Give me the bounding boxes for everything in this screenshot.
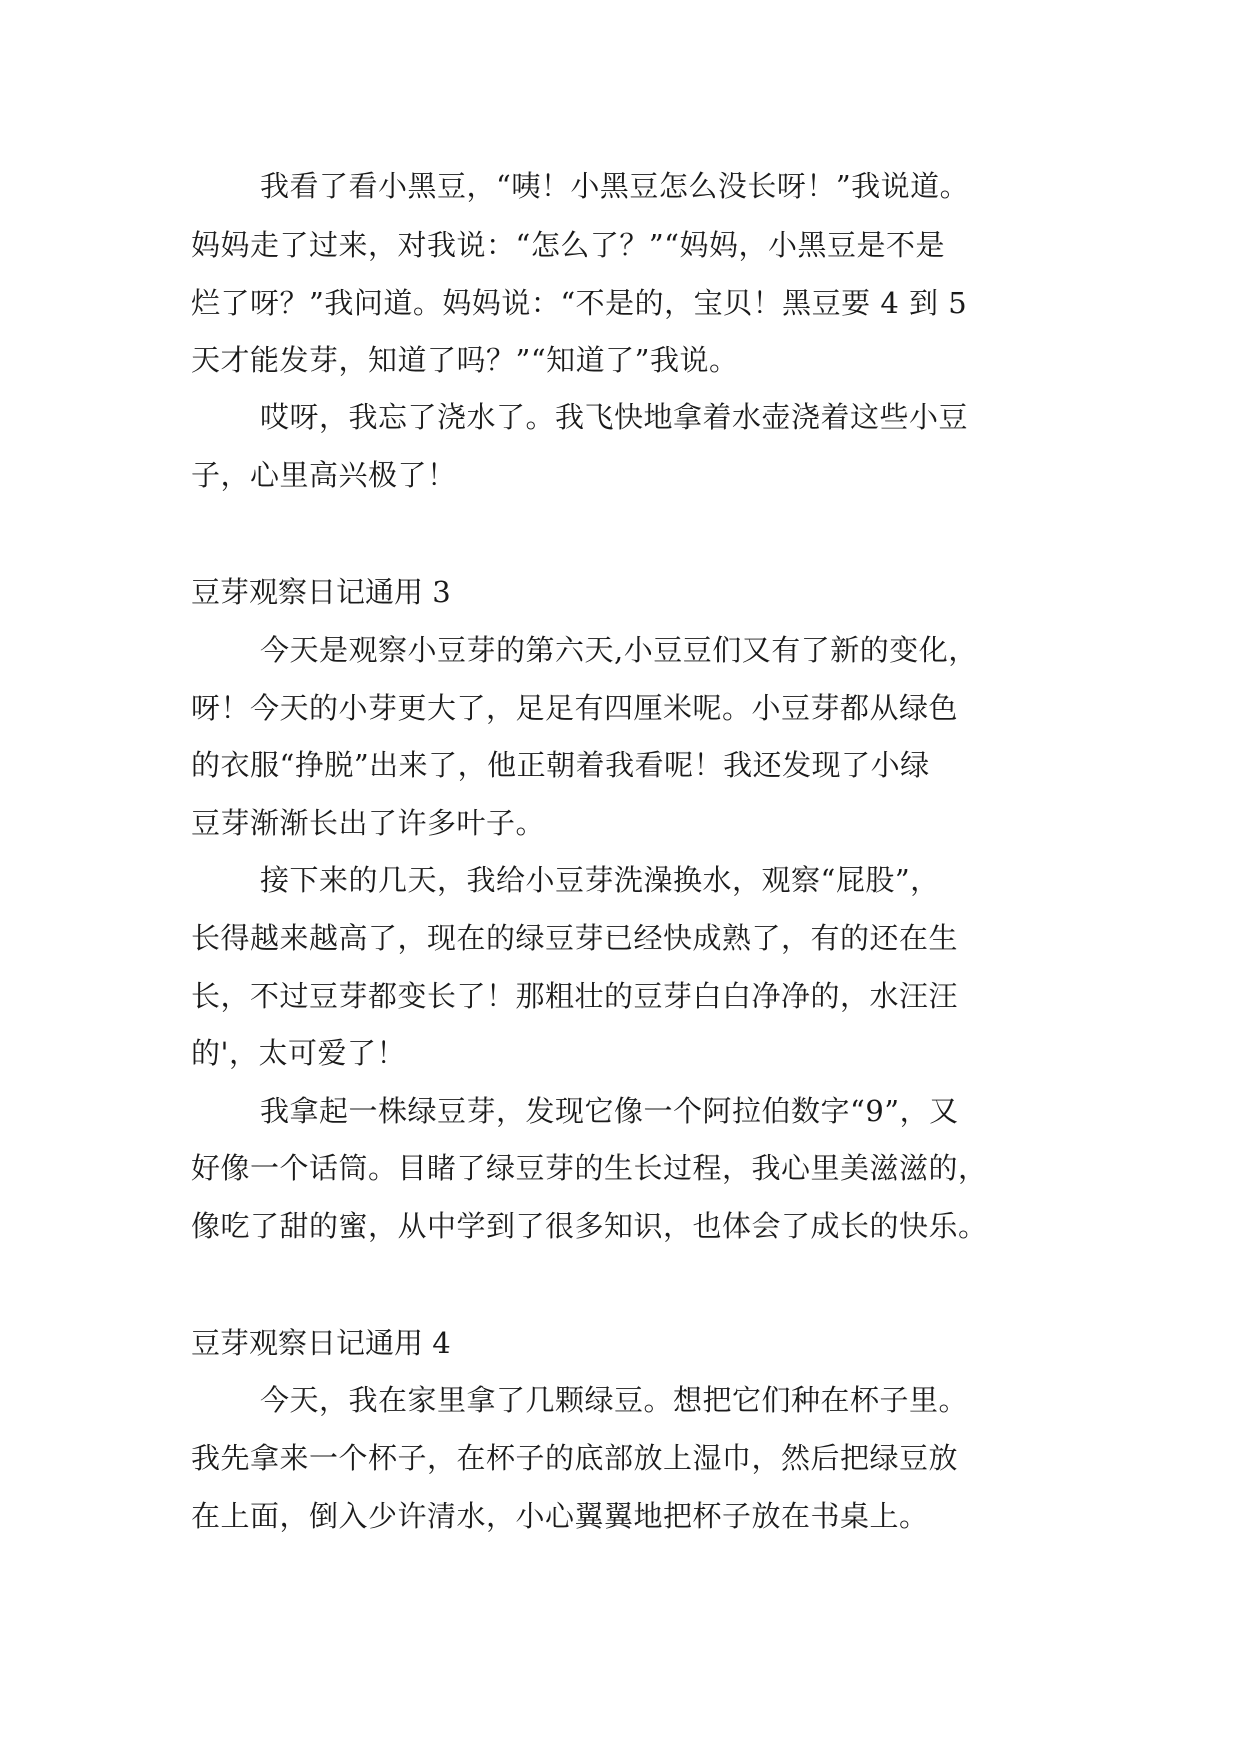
paragraph-line: 妈妈走了过来，对我说：“怎么了？”“妈妈，小黑豆是不是 [191, 228, 945, 262]
paragraph-line: 长得越来越高了，现在的绿豆芽已经快成熟了，有的还在生 [191, 921, 959, 955]
section-heading: 豆芽观察日记通用 4 [191, 1326, 451, 1360]
paragraph-line: 像吃了甜的蜜，从中学到了很多知识，也体会了成长的快乐。 [191, 1209, 988, 1243]
paragraph-line: 我看了看小黑豆，“咦！小黑豆怎么没长呀！”我说道。 [260, 169, 970, 203]
paragraph-line: 好像一个话筒。目睹了绿豆芽的生长过程，我心里美滋滋的， [191, 1151, 988, 1185]
section-heading: 豆芽观察日记通用 3 [191, 575, 451, 609]
paragraph-line: 的'，太可爱了！ [191, 1036, 406, 1070]
paragraph-line: 接下来的几天，我给小豆芽洗澡换水，观察“屁股”， [260, 863, 940, 897]
paragraph-line: 天才能发芽，知道了吗？”“知道了”我说。 [191, 343, 739, 377]
paragraph-line: 我先拿来一个杯子，在杯子的底部放上湿巾，然后把绿豆放 [191, 1441, 959, 1475]
paragraph-line: 豆芽渐渐长出了许多叶子。 [191, 806, 546, 840]
paragraph-line: 哎呀，我忘了浇水了。我飞快地拿着水壶浇着这些小豆 [260, 400, 969, 434]
paragraph-line: 今天，我在家里拿了几颗绿豆。想把它们种在杯子里。 [260, 1383, 969, 1417]
paragraph-line: 长，不过豆芽都变长了！那粗壮的豆芽白白净净的，水汪汪 [191, 979, 959, 1013]
paragraph-line: 子，心里高兴极了！ [191, 458, 457, 492]
paragraph-line: 今天是观察小豆芽的第六天,小豆豆们又有了新的变化， [260, 633, 978, 667]
paragraph-line: 呀！今天的小芽更大了，足足有四厘米呢。小豆芽都从绿色 [191, 691, 959, 725]
paragraph-line: 烂了呀？”我问道。妈妈说：“不是的，宝贝！黑豆要 4 到 5 [191, 286, 968, 320]
paragraph-line: 我拿起一株绿豆芽，发现它像一个阿拉伯数字“9”，又 [260, 1094, 959, 1128]
paragraph-line: 的衣服“挣脱”出来了，他正朝着我看呢！我还发现了小绿 [191, 748, 930, 782]
paragraph-line: 在上面，倒入少许清水，小心翼翼地把杯子放在书桌上。 [191, 1499, 929, 1533]
